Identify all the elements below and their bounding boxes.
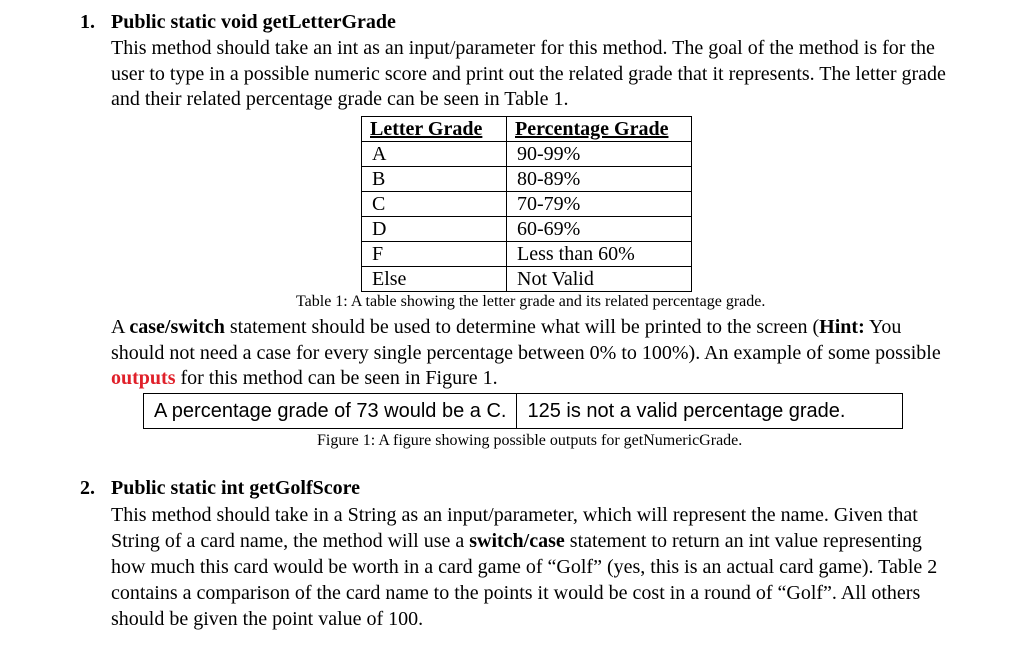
text-fragment: statement to return an int value representing xyxy=(564,530,922,552)
item-2-number: 2. xyxy=(80,477,95,499)
output-example-1: A percentage grade of 73 would be a C. xyxy=(154,399,507,422)
percentage-cell: Less than 60% xyxy=(507,242,692,267)
item-2 xyxy=(80,476,1010,632)
item-2-description xyxy=(111,502,1010,632)
table-header-row xyxy=(362,117,692,142)
percentage-cell: 80-89% xyxy=(507,167,692,192)
text-line: This method should take in a String as an input/parameter, which will represent the name. Given that xyxy=(111,504,918,526)
table-row xyxy=(362,167,692,192)
item-1-description xyxy=(111,36,1010,113)
text-line: and their related percentage grade can be seen in Table 1. xyxy=(111,88,569,110)
text-line xyxy=(111,528,1010,554)
case-switch-keyword: case/switch xyxy=(129,316,225,338)
item-1-heading: Public static void getLetterGrade xyxy=(111,11,396,33)
grade-table xyxy=(361,116,692,292)
item-1-instructions xyxy=(80,315,1010,392)
text-line: should not need a case for every single percentage between 0% to 100%). An example of some possible xyxy=(111,341,941,364)
table-caption: Table 1: A table showing the letter grade and its related percentage grade. xyxy=(296,293,766,310)
table-row xyxy=(362,217,692,242)
text-line: user to type in a possible numeric score and print out the related grade that it represents. The letter grade xyxy=(111,62,946,85)
table-row xyxy=(362,142,692,167)
percentage-cell: 90-99% xyxy=(507,142,692,167)
figure-caption: Figure 1: A figure showing possible outputs for getNumericGrade. xyxy=(317,432,743,449)
figure-output-box xyxy=(143,393,903,429)
item-1 xyxy=(80,10,1010,113)
text-line xyxy=(111,315,1010,341)
text-line: should be given the point value of 100. xyxy=(111,608,424,630)
percentage-cell: 60-69% xyxy=(507,217,692,242)
letter-cell: B xyxy=(362,167,507,192)
text-fragment: You xyxy=(864,316,902,338)
column-header-percentage-grade: Percentage Grade xyxy=(507,117,692,142)
percentage-cell: Not Valid xyxy=(507,267,692,292)
text-line: This method should take an int as an input/parameter for this method. The goal of the method is for the xyxy=(111,37,935,59)
letter-cell: D xyxy=(362,217,507,242)
text-line xyxy=(111,366,1010,392)
letter-cell: C xyxy=(362,192,507,217)
table-row xyxy=(362,267,692,292)
item-1-number: 1. xyxy=(80,11,95,33)
letter-cell: F xyxy=(362,242,507,267)
text-fragment: A xyxy=(111,316,130,338)
output-example-2: 125 is not a valid percentage grade. xyxy=(516,394,855,428)
text-fragment: statement should be used to determine what will be printed to the screen ( xyxy=(224,316,820,338)
table-row xyxy=(362,192,692,217)
letter-cell: A xyxy=(362,142,507,167)
column-header-letter-grade: Letter Grade xyxy=(362,117,507,142)
switch-case-keyword: switch/case xyxy=(469,530,565,552)
text-fragment: for this method can be seen in Figure 1. xyxy=(175,367,498,389)
letter-cell: Else xyxy=(362,267,507,292)
hint-label: Hint: xyxy=(819,316,865,338)
outputs-keyword: outputs xyxy=(111,367,176,389)
item-1-heading-row xyxy=(80,10,1010,34)
item-2-heading-row xyxy=(80,476,1010,500)
instruction-paragraph xyxy=(111,315,1010,392)
percentage-cell: 70-79% xyxy=(507,192,692,217)
table-row xyxy=(362,242,692,267)
text-line: contains a comparison of the card name to the points it would be cost in a round of “Golf”. All others xyxy=(111,582,921,604)
text-fragment: String of a card name, the method will use a xyxy=(111,530,470,552)
item-2-heading: Public static int getGolfScore xyxy=(111,477,361,499)
text-line: how much this card would be worth in a card game of “Golf” (yes, this is an actual card game). Table 2 xyxy=(111,556,938,578)
